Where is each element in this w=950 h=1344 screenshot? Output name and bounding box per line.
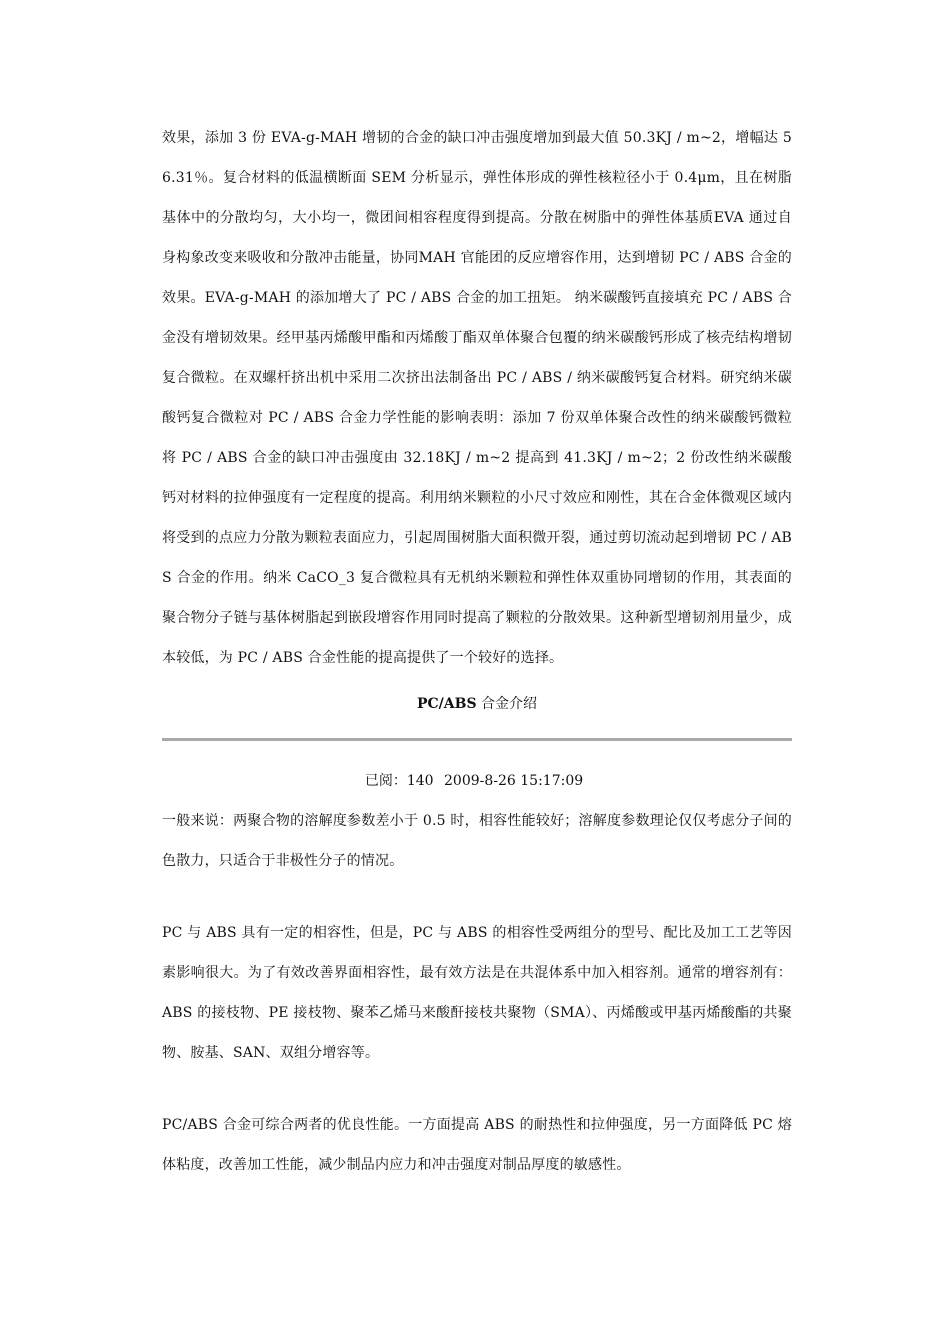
title-divider [162, 738, 792, 741]
article-title-rest: 合金介绍 [476, 696, 538, 712]
article-paragraph-1: 一般来说：两聚合物的溶解度参数差小于 0.5 时，相容性能较好；溶解度参数理论仅仅考虑分子间的色散力，只适合于非极性分子的情况。 [162, 813, 792, 869]
intro-paragraph: 效果，添加 3 份 EVA-g-MAH 增韧的合金的缺口冲击强度增加到最大值 50.3KJ / m~2，增幅达 56.31％。复合材料的低温横断面 SEM 分析显示，弹性体形成的弹性核粒径小于 0.4μm，且在树脂基体中的分散均匀，大小均一，微团间相容程度得到提高。分散在树脂中的弹性体基质EVA 通过自身构象改变来吸收和分散冲击能量，协同MAH 官能团的反应增容作用，达到增韧 PC / ABS 合金的效果。EVA-g-MAH 的添加增大了 PC / ABS 合金的加工扭矩。 纳米碳酸钙直接填充 PC / ABS 合金没有增韧效果。经甲基丙烯酸甲酯和丙烯酸丁酯双单体聚合包覆的纳米碳酸钙形成了核壳结构增韧复合微粒。在双螺杆挤出机中采用二次挤出法制备出 PC / ABS / 纳米碳酸钙复合材料。研究纳米碳酸钙复合微粒对 PC / ABS 合金力学性能的影响表明：添加 7 份双单体聚合改性的纳米碳酸钙微粒将 PC / ABS 合金的缺口冲击强度由 32.18KJ / m~2 提高到 41.3KJ / m~2；2 份改性纳米碳酸钙对材料的拉伸强度有一定程度的提高。利用纳米颗粒的小尺寸效应和刚性，其在合金体微观区域内将受到的点应力分散为颗粒表面应力，引起周围树脂大面积微开裂，通过剪切流动起到增韧 PC / ABS 合金的作用。纳米 CaCO_3 复合微粒具有无机纳米颗粒和弹性体双重协同增韧的作用，其表面的聚合物分子链与基体树脂起到嵌段增容作用同时提高了颗粒的分散效果。这种新型增韧剂用量少，成本较低，为 PC / ABS 合金性能的提高提供了一个较好的选择。 [162, 130, 792, 666]
article-paragraph-3: PC/ABS 合金可综合两者的优良性能。一方面提高 ABS 的耐热性和拉伸强度，另一方面降低 PC 熔体粘度，改善加工性能，减少制品内应力和冲击强度对制品厚度的敏感性。 [162, 1117, 792, 1173]
views-count: 已阅：140 [364, 773, 434, 789]
document-page [162, 118, 792, 1185]
article-title-bold: PC/ABS [416, 696, 477, 712]
paragraph-spacer [162, 881, 792, 913]
article-paragraph-2: PC 与 ABS 具有一定的相容性，但是，PC 与 ABS 的相容性受两组分的型号、配比及加工工艺等因素影响很大。为了有效改善界面相容性，最有效方法是在共混体系中加入相容剂。通常的增容剂有：ABS 的接枝物、PE 接枝物、聚苯乙烯马来酸酐接枝共聚物（SMA）、丙烯酸或甲基丙烯酸酯的共聚物、胺基、SAN、双组分增容等。 [162, 925, 792, 1061]
article-meta [162, 761, 792, 801]
paragraph-spacer [162, 1073, 792, 1105]
article-title [162, 684, 792, 724]
post-timestamp: 2009-8-26 15:17:09 [444, 773, 584, 789]
